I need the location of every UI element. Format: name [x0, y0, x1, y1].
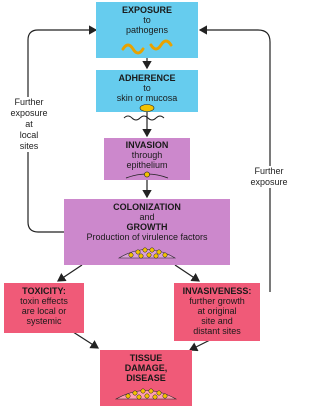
arrow-colonization-toxicity [58, 265, 82, 281]
damage-title-2: DAMAGE, [124, 363, 168, 373]
invasion-icon [124, 170, 170, 179]
left-label-line-5: sites [19, 141, 39, 151]
arrow-colonization-invasiveness [175, 265, 199, 281]
adherence-line-2: skin or mucosa [116, 93, 178, 103]
epithelium-wave-icon [124, 116, 164, 120]
invasiveness-line-4: distant sites [193, 326, 241, 336]
invasiveness-line-1: further growth [189, 296, 245, 306]
adherence-title: ADHERENCE [118, 73, 176, 83]
invasiveness-line-2: at original [197, 306, 237, 316]
invasion-line-1: through [131, 150, 163, 160]
left-label-line-4: local [19, 130, 39, 140]
colony-icon [117, 243, 177, 259]
bacterium-icon [137, 104, 157, 112]
toxicity-box [4, 283, 84, 333]
adherence-line-1: to [143, 83, 151, 93]
damage-box [100, 350, 192, 406]
growth-title: GROWTH [126, 222, 168, 232]
invasiveness-title: INVASIVENESS: [182, 286, 252, 296]
toxicity-line-1: toxin effects [20, 296, 68, 306]
colonization-title: COLONIZATION [113, 202, 181, 212]
left-feedback-label [6, 97, 52, 152]
toxicity-title: TOXICITY: [22, 286, 66, 296]
invasiveness-box [174, 283, 260, 341]
exposure-line-2: pathogens [125, 25, 169, 35]
invasion-line-2: epithelium [126, 160, 168, 170]
invasiveness-line-3: site and [201, 316, 233, 326]
exposure-title: EXPOSURE [121, 5, 172, 15]
colonization-line-1: and [139, 212, 155, 222]
damaged-tissue-icon [114, 384, 178, 400]
toxicity-line-3: systemic [26, 316, 62, 326]
left-label-line-3: at [25, 119, 33, 129]
right-label-line-1: Further [254, 166, 284, 176]
pathogens-icon [117, 37, 177, 55]
left-label-line-2: exposure [10, 108, 48, 118]
adherence-box [96, 70, 198, 112]
right-label-line-2: exposure [250, 177, 288, 187]
invasion-title: INVASION [125, 140, 169, 150]
exposure-box [96, 2, 198, 58]
damage-title-3: DISEASE [126, 373, 166, 383]
exposure-line-1: to [143, 15, 151, 25]
toxicity-line-2: are local or [21, 306, 67, 316]
colonization-box [64, 199, 230, 265]
left-label-line-1: Further [14, 97, 44, 107]
invasion-box [104, 138, 190, 180]
arrow-invasiveness-damage [190, 340, 210, 350]
virulence-text: Production of virulence factors [86, 232, 208, 242]
damage-title-1: TISSUE [129, 353, 163, 363]
right-feedback-label [244, 166, 294, 188]
